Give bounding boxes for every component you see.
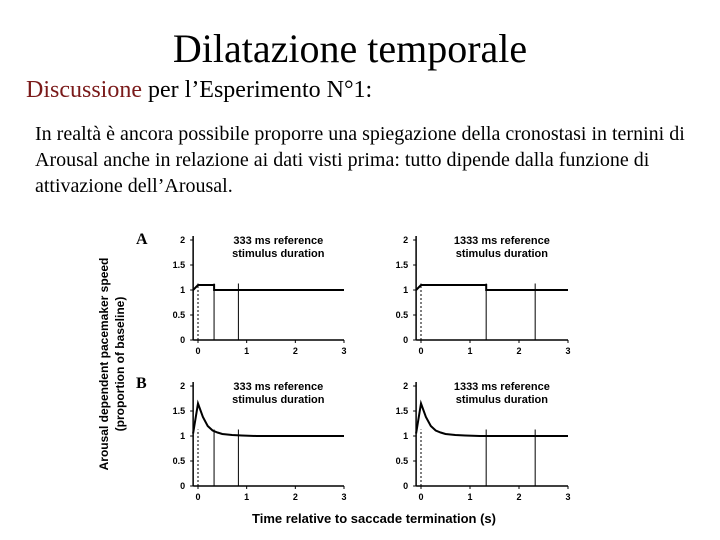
y-tick-label: 1: [180, 285, 186, 295]
panel-title-line1: 1333 ms reference: [453, 381, 550, 393]
y-tick-label: 1.5: [172, 406, 186, 416]
subtitle-accent: Discussione: [26, 77, 142, 103]
y-tick-label: 1: [403, 431, 409, 441]
x-tick-label: 3: [565, 346, 571, 356]
y-tick-label: 1.5: [395, 406, 409, 416]
panel-title-line1: 333 ms reference: [233, 381, 324, 393]
figure-ylabel-line2: (proportion of baseline): [113, 296, 127, 432]
panel-title-line2: stimulus duration: [232, 394, 325, 406]
y-tick-label: 2: [403, 235, 409, 245]
y-tick-label: 0.5: [395, 310, 409, 320]
y-tick-label: 1: [403, 285, 409, 295]
x-tick-label: 3: [565, 492, 571, 502]
x-tick-label: 1: [467, 346, 473, 356]
y-tick-label: 1.5: [172, 260, 186, 270]
row-label-a: A: [136, 231, 148, 248]
row-label-b: B: [136, 375, 147, 392]
y-tick-label: 0.5: [395, 456, 409, 466]
slide-title: Dilatazione temporale: [172, 26, 528, 71]
series-line: [193, 404, 344, 437]
x-tick-label: 1: [244, 346, 250, 356]
series-line: [416, 404, 568, 437]
y-tick-label: 2: [180, 381, 186, 391]
panel-title-line1: 333 ms reference: [233, 235, 324, 247]
y-tick-label: 1.5: [395, 260, 409, 270]
series-line: [416, 285, 568, 290]
figure-xlabel: Time relative to saccade termination (s): [252, 511, 496, 526]
x-tick-label: 1: [467, 492, 473, 502]
panel-title-line2: stimulus duration: [455, 394, 548, 406]
panel-title-line2: stimulus duration: [232, 248, 325, 260]
x-tick-label: 2: [516, 492, 522, 502]
x-tick-label: 0: [418, 346, 424, 356]
slide-subtitle: [26, 76, 372, 104]
y-tick-label: 1: [180, 431, 186, 441]
x-tick-label: 0: [195, 346, 201, 356]
figure-ylabel-line1: Arousal dependent pacemaker speed: [97, 257, 111, 471]
panel-title-line2: stimulus duration: [455, 248, 548, 260]
chart-panel-1: [173, 235, 347, 356]
x-tick-label: 2: [292, 492, 298, 502]
y-tick-label: 0.5: [172, 310, 186, 320]
figure: [88, 224, 688, 530]
x-tick-label: 3: [341, 346, 347, 356]
slide-body: In realtà è ancora possibile proporre una spiegazione della cronostasi in ternini di Arousal anche in relazione ai dati visti prima: tutto dipende dalla funzione di attivazione dell’Arousal.: [35, 123, 685, 197]
x-tick-label: 2: [292, 346, 298, 356]
y-tick-label: 0: [403, 335, 409, 345]
y-tick-label: 2: [180, 235, 186, 245]
y-tick-label: 0: [403, 481, 409, 491]
x-tick-label: 0: [195, 492, 201, 502]
series-line: [193, 285, 344, 290]
chart-panel-4: [396, 381, 571, 502]
subtitle-rest: per l’Esperimento N°1:: [148, 77, 373, 103]
x-tick-label: 3: [341, 492, 347, 502]
panel-title-line1: 1333 ms reference: [453, 235, 550, 247]
x-tick-label: 2: [516, 346, 522, 356]
x-tick-label: 0: [418, 492, 424, 502]
y-tick-label: 0: [180, 335, 186, 345]
chart-panel-3: [173, 381, 347, 502]
x-tick-label: 1: [244, 492, 250, 502]
y-tick-label: 0.5: [172, 456, 186, 466]
y-tick-label: 0: [180, 481, 186, 491]
figure-canvas: [88, 224, 688, 530]
chart-panel-2: [396, 235, 571, 356]
y-tick-label: 2: [403, 381, 409, 391]
